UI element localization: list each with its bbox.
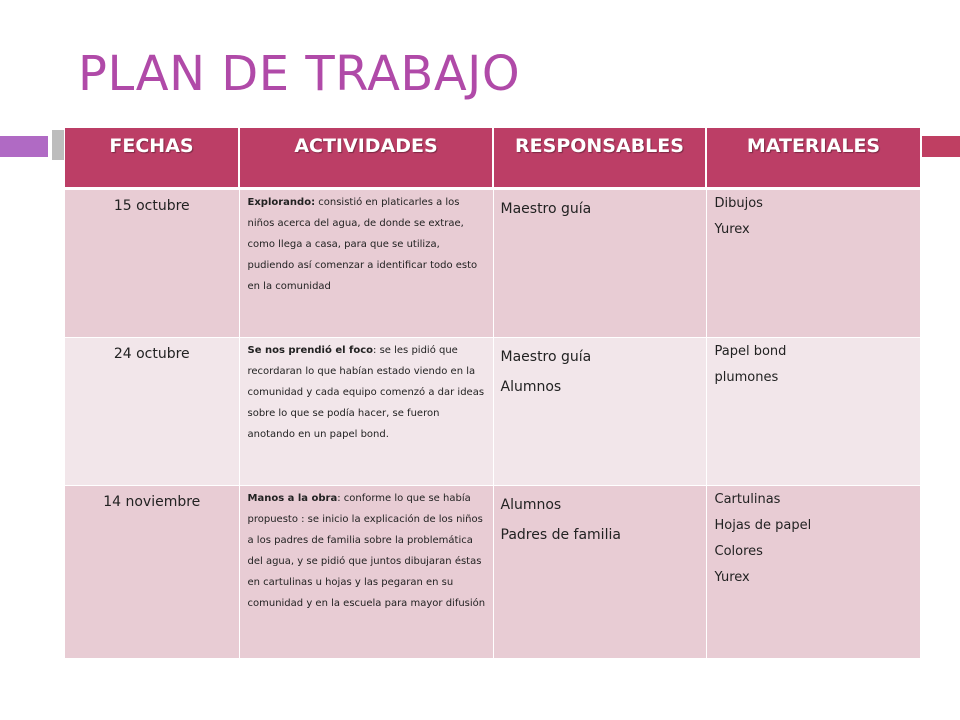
material-item: Cartulinas (714, 491, 781, 507)
responsables-cell (493, 188, 706, 337)
slide-title: PLAN DE TRABAJO (78, 46, 521, 102)
header-responsables: RESPONSABLES (493, 128, 706, 188)
responsables-cell (493, 337, 706, 485)
fecha-cell: 14 noviembre (65, 485, 239, 658)
table-row (65, 188, 920, 337)
left-accent-bar (0, 136, 48, 157)
material-item: Dibujos (714, 195, 763, 211)
responsable-item: Alumnos (500, 378, 562, 395)
actividad-text: consistió en platicarles a los niños acerca del agua, de donde se extrae, como llega a casa, para que se utiliza, pudiendo así comenzar a identificar todo esto en la comunidad (247, 196, 478, 292)
material-item: Hojas de papel (714, 517, 812, 533)
actividad-cell (239, 337, 493, 485)
actividad-title: Explorando: (247, 196, 316, 208)
header-actividades: ACTIVIDADES (239, 128, 493, 188)
fecha-cell: 24 octubre (65, 337, 239, 485)
responsable-item: Padres de familia (500, 526, 621, 543)
fecha-cell: 15 octubre (65, 188, 239, 337)
work-plan-table (65, 128, 920, 659)
responsables-cell (493, 485, 706, 658)
material-item: Colores (714, 543, 763, 559)
header-materiales: MATERIALES (706, 128, 920, 188)
materiales-cell (706, 337, 920, 485)
actividad-title: Se nos prendió el foco (247, 344, 374, 356)
header-fechas: FECHAS (65, 128, 239, 188)
actividad-text: : se les pidió que recordaran lo que habían estado viendo en la comunidad y cada equipo comenzó a dar ideas sobre lo que se podía hacer, se fueron anotando en un papel bond. (247, 344, 485, 440)
actividad-title: Manos a la obra (247, 492, 338, 504)
right-accent-bar (922, 136, 960, 157)
actividad-text: : conforme lo que se había propuesto : se inicio la explicación de los niños a los padres de familia sobre la problemática del agua, y se pidió que juntos dibujaran éstas en cartulinas u hojas y las pegaran en su comunidad y en la escuela para mayor difusión (247, 492, 486, 609)
responsable-item: Maestro guía (500, 200, 592, 217)
table-header-row (65, 128, 920, 188)
materiales-cell (706, 485, 920, 658)
materiales-cell (706, 188, 920, 337)
table-row (65, 337, 920, 485)
table-row (65, 485, 920, 658)
material-item: plumones (714, 369, 779, 385)
material-item: Papel bond (714, 343, 787, 359)
left-accent-bar-tip (52, 130, 64, 160)
responsable-item: Alumnos (500, 496, 562, 513)
actividad-cell (239, 188, 493, 337)
material-item: Yurex (714, 221, 750, 237)
material-item: Yurex (714, 569, 750, 585)
responsable-item: Maestro guía (500, 348, 592, 365)
actividad-cell (239, 485, 493, 658)
